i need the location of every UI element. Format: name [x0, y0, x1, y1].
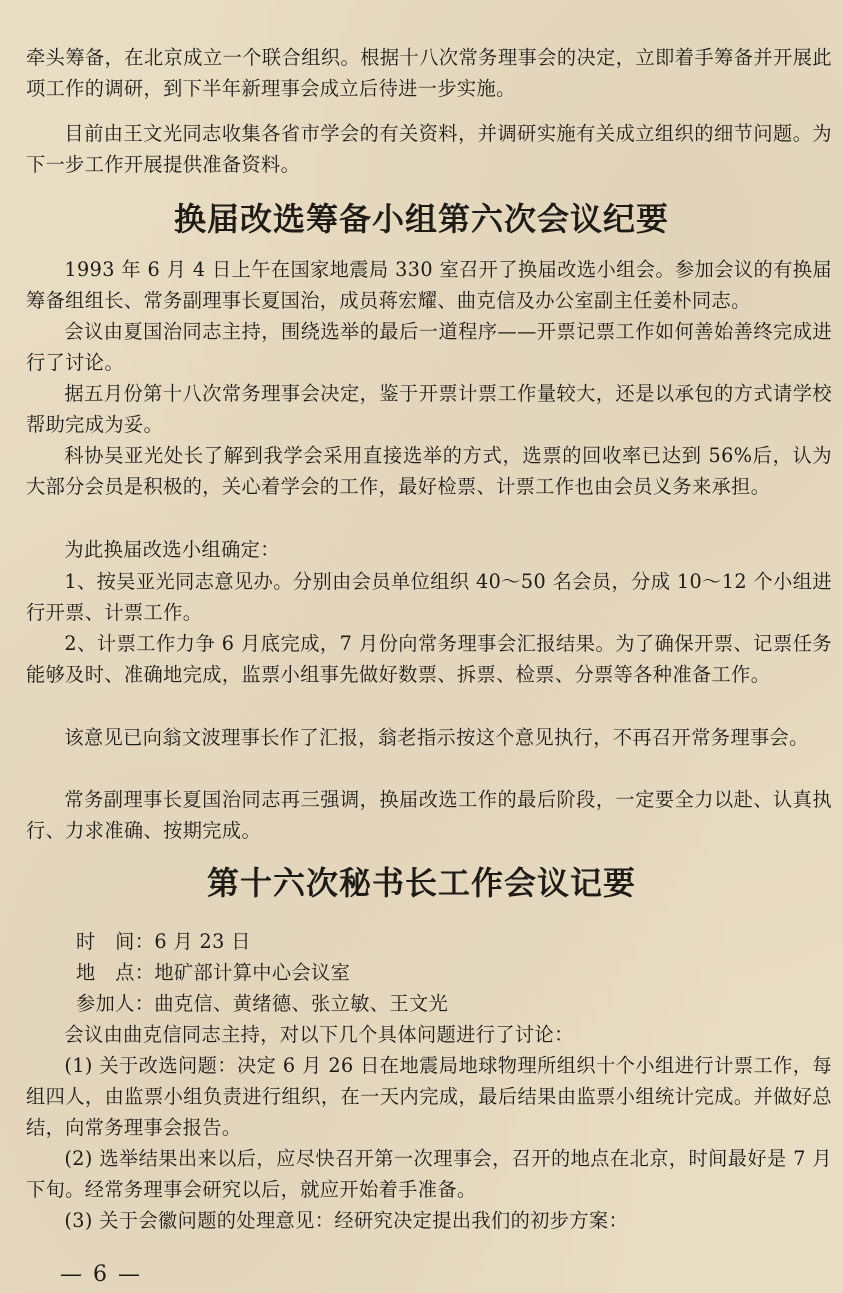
section2-list-item: (2) 选举结果出来以后，应尽快召开第一次理事会，召开的地点在北京，时间最好是 7 月下旬。经常务理事会研究以后，就应开始着手准备。 — [26, 1147, 832, 1201]
section1-paragraph: 1993 年 6 月 4 日上午在国家地震局 330 室召开了换届改选小组会。参加会议的有换届筹备组组长、常务副理事长夏国治，成员蒋宏耀、曲克信及办公室副主任姜朴同志。 — [26, 258, 832, 312]
section2-list-item: (1) 关于改选问题：决定 6 月 26 日在地震局地球物理所组织十个小组进行计票工作，每组四人，由监票小组负责进行组织，在一天内完成，最后结果由监票小组统计完成。并做好总结，向常务理事会报告。 — [26, 1054, 832, 1139]
section1-paragraph: 会议由夏国治同志主持，围绕选举的最后一道程序——开票记票工作如何善始善终完成进行了讨论。 — [26, 320, 832, 374]
section1-paragraph: 据五月份第十八次常务理事会决定，鉴于开票计票工作量较大，还是以承包的方式请学校帮助完成为妥。 — [26, 382, 832, 436]
section1-paragraph: 常务副理事长夏国治同志再三强调，换届改选工作的最后阶段，一定要全力以赴、认真执行、力求准确、按期完成。 — [26, 788, 832, 842]
meeting-attendees: 参加人：曲克信、黄绪德、张立敏、王文光 — [76, 992, 449, 1015]
section1-list-item: 1、按吴亚光同志意见办。分别由会员单位组织 40～50 名会员，分成 10～12 个小组进行开票、计票工作。 — [26, 570, 832, 624]
paragraph-intro-2: 目前由王文光同志收集各省市学会的有关资料，并调研实施有关成立组织的细节问题。为下一步工作开展提供准备资料。 — [26, 122, 832, 176]
section1-paragraph: 该意见已向翁文波理事长作了汇报，翁老指示按这个意见执行，不再召开常务理事会。 — [64, 726, 809, 749]
section-title-meeting-6: 换届改选筹备小组第六次会议纪要 — [173, 200, 669, 238]
section1-list-item: 2、计票工作力争 6 月底完成，7 月份向常务理事会汇报结果。为了确保开票、记票任务能够及时、准确地完成，监票小组事先做好数票、拆票、检票、分票等各种准备工作。 — [26, 632, 832, 686]
section1-paragraph: 为此换届改选小组确定： — [64, 538, 280, 561]
section1-paragraph: 科协吴亚光处长了解到我学会采用直接选举的方式，选票的回收率已达到 56%后，认为大部分会员是积极的，关心着学会的工作，最好检票、计票工作也由会员义务来承担。 — [26, 444, 832, 498]
section-title-secretary-meeting: 第十六次秘书长工作会议记要 — [206, 864, 636, 902]
meeting-time: 时 间：6 月 23 日 — [76, 930, 251, 953]
page-number: — 6 — — [60, 1262, 142, 1287]
meeting-place: 地 点：地矿部计算中心会议室 — [76, 961, 351, 984]
section2-list-item: (3) 关于会徽问题的处理意见：经研究决定提出我们的初步方案： — [64, 1209, 629, 1232]
section2-paragraph: 会议由曲克信同志主持，对以下几个具体问题进行了讨论： — [64, 1023, 574, 1046]
paragraph-intro: 牵头筹备，在北京成立一个联合组织。根据十八次常务理事会的决定，立即着手筹备并开展此项工作的调研，到下半年新理事会成立后待进一步实施。 — [26, 46, 832, 100]
